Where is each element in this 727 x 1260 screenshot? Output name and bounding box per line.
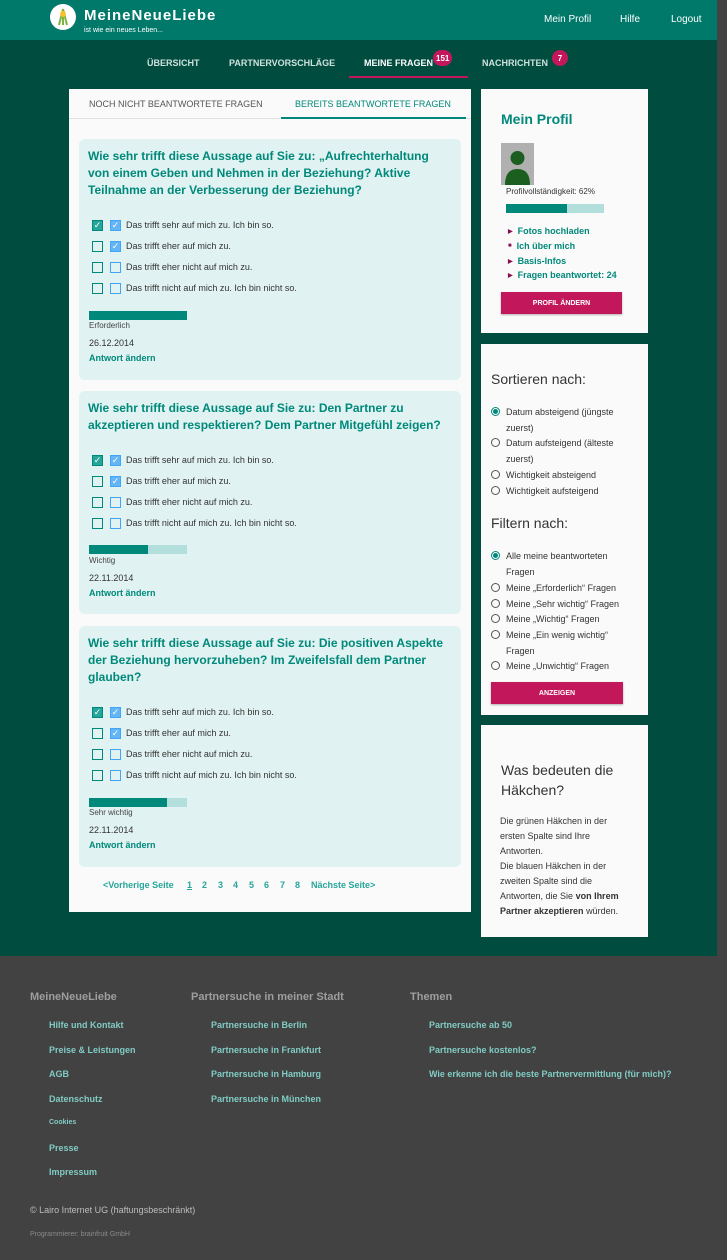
own-answer-checkbox[interactable] [92,770,103,781]
logo-icon[interactable] [50,4,76,30]
footer-link[interactable]: Hilfe und Kontakt [49,1020,124,1030]
pagination-page[interactable]: 5 [249,880,255,890]
footer-link[interactable]: Partnersuche in Berlin [211,1020,308,1030]
subtab-answered[interactable]: BEREITS BEANTWORTETE FRAGEN [295,99,451,109]
footer-link[interactable]: Partnersuche in Frankfurt [211,1045,322,1055]
radio-icon [491,583,500,592]
own-answer-checkbox[interactable]: ✓ [93,706,102,717]
change-answer-link[interactable]: Antwort ändern [89,588,156,598]
radio-selected-icon [491,407,500,416]
own-answer-checkbox[interactable] [92,728,103,739]
accepted-answer-checkbox[interactable] [110,518,121,529]
answer-text: Das trifft eher auf mich zu. [126,728,231,738]
own-answer-checkbox[interactable] [92,518,103,529]
answer-text: Das trifft nicht auf mich zu. Ich bin nicht so. [126,283,297,293]
help-paragraph-2: Die blauen Häkchen in der zweiten Spalte sind die Antworten, die Sie von Ihrem Partner akzeptieren würden. [500,861,619,916]
question-card [79,391,461,614]
question-title: Wie sehr trifft diese Aussage auf Sie zu: Den Partner zu akzeptieren und respektieren? Dem Partner Mitgefühl zeigen? [88,401,441,432]
answer-text: Das trifft sehr auf mich zu. Ich bin so. [126,220,274,230]
accepted-answer-checkbox[interactable]: ✓ [111,219,120,230]
filter-option[interactable]: Meine „Ein wenig wichtig“ Fragen [491,627,631,659]
answer-text: Das trifft nicht auf mich zu. Ich bin nicht so. [126,770,297,780]
answer-text: Das trifft nicht auf mich zu. Ich bin nicht so. [126,518,297,528]
answer-row [92,706,274,718]
footer-link[interactable]: AGB [49,1069,69,1079]
importance-bar [89,798,187,807]
answer-row [92,727,231,739]
own-answer-checkbox[interactable] [92,749,103,760]
help-paragraph-1: Die grünen Häkchen in der ersten Spalte sind Ihre Antworten. [500,816,608,856]
tab-overview[interactable]: ÜBERSICHT [147,58,200,68]
tab-messages[interactable]: NACHRICHTEN [482,58,548,68]
nav-help[interactable]: Hilfe [620,14,641,25]
nav-logout[interactable]: Logout [671,14,702,25]
footer-link[interactable]: Impressum [49,1167,98,1177]
brand-name[interactable]: MeineNeueLiebe [84,7,217,24]
answer-text: Das trifft sehr auf mich zu. Ich bin so. [126,455,274,465]
filter-option[interactable]: Alle meine beantworteten Fragen [491,548,631,580]
accepted-answer-checkbox[interactable]: ✓ [111,240,120,251]
answer-text: Das trifft sehr auf mich zu. Ich bin so. [126,707,274,717]
radio-icon [491,470,500,479]
tab-partner-suggestions[interactable]: PARTNERVORSCHLÄGE [229,58,336,68]
importance-label: Erforderlich [89,321,130,330]
sort-option[interactable]: Wichtigkeit absteigend [491,467,641,483]
pagination-page[interactable]: 1 [187,880,193,890]
questions-count-badge: 151 [433,50,452,66]
filter-option[interactable]: Meine „Unwichtig“ Fragen [491,658,641,674]
pagination-page[interactable]: 2 [202,880,208,890]
copyright: © Lairo Internet UG (haftungsbeschränkt) [30,1205,196,1215]
brand-tagline: ist wie ein neues Leben... [84,27,163,34]
tab-my-questions[interactable]: MEINE FRAGEN [364,58,434,68]
importance-fill [89,311,187,320]
importance-bar [89,311,187,320]
radio-icon [491,599,500,608]
profile-title: Mein Profil [501,111,573,127]
answer-row [92,219,274,231]
question-card [79,626,461,867]
filter-option[interactable]: Meine „Erforderlich“ Fragen [491,580,641,596]
radio-icon [491,438,500,447]
nav-my-profile[interactable]: Mein Profil [544,14,592,25]
pagination-page[interactable]: 8 [295,880,301,890]
filter-option[interactable]: Meine „Sehr wichtig“ Fragen [491,596,641,612]
answer-row [92,496,252,508]
answer-row [92,748,252,760]
answer-date: 22.11.2014 [89,825,134,835]
help-title: Was bedeuten die Häkchen? [501,762,614,798]
pagination-page[interactable]: 4 [233,880,239,890]
profile-link-answered[interactable]: ▶ Fragen beantwortet: 24 [508,270,617,280]
footer-link[interactable]: Cookies [49,1119,77,1126]
answer-date: 26.12.2014 [89,338,135,348]
accepted-answer-checkbox[interactable] [110,262,121,273]
radio-icon [491,661,500,670]
importance-label: Sehr wichtig [89,808,133,817]
answer-text: Das trifft eher nicht auf mich zu. [126,749,253,759]
pagination-prev[interactable]: <Vorherige Seite [103,880,174,890]
own-answer-checkbox[interactable] [92,262,103,273]
answer-text: Das trifft eher auf mich zu. [126,476,231,486]
pagination-page[interactable]: 6 [264,880,270,890]
answer-text: Das trifft eher nicht auf mich zu. [126,497,253,507]
own-answer-checkbox[interactable]: ✓ [93,219,102,230]
footer-col3-title: Themen [410,991,453,1003]
footer-link[interactable]: Partnersuche in München [211,1094,322,1104]
messages-count-badge: 7 [552,50,568,66]
answer-row [92,240,231,252]
profile-completeness-bar [506,204,604,213]
accepted-answer-checkbox[interactable]: ✓ [111,454,120,465]
own-answer-checkbox[interactable] [92,497,103,508]
profile-link-photos[interactable]: ▶ Fotos hochladen [508,226,590,236]
question-title: Wie sehr trifft diese Aussage auf Sie zu: „Aufrechterhaltung von einem Geben und Nehmen in der Beziehung? Aktive Teilnahme an der Verbesserung der Beziehung? [88,149,429,197]
footer-link[interactable]: Partnersuche kostenlos? [429,1045,537,1055]
arrow-right-icon: ▶ [508,272,513,279]
profile-completeness-label: Profilvollständigkeit: 62% [506,187,595,196]
sort-option[interactable]: Datum aufsteigend (älteste zuerst) [491,435,636,467]
question-card [79,139,461,380]
own-answer-checkbox[interactable]: ✓ [93,454,102,465]
accepted-answer-checkbox[interactable]: ✓ [111,727,120,738]
subtab-unanswered[interactable]: NOCH NICHT BEANTWORTETE FRAGEN [89,99,263,109]
importance-bar [89,545,187,554]
change-answer-link[interactable]: Antwort ändern [89,353,156,363]
help-text [500,814,630,919]
own-answer-checkbox[interactable] [92,283,103,294]
arrow-right-icon: ▶ [508,228,513,235]
profile-completeness-fill [506,204,567,213]
importance-label: Wichtig [89,556,116,565]
pagination-next[interactable]: Nächste Seite> [311,880,376,890]
pagination-page[interactable]: 3 [218,880,224,890]
footer-col1-title: MeineNeueLiebe [30,991,117,1003]
edit-profile-button[interactable]: PROFIL ÄNDERN [501,292,622,314]
radio-icon [491,630,500,639]
sort-option[interactable]: Datum absteigend (jüngste zuerst) [491,404,636,436]
answer-row [92,769,297,781]
footer-link[interactable]: Preise & Leistungen [49,1045,136,1055]
accepted-answer-checkbox[interactable]: ✓ [111,706,120,717]
profile-link-about[interactable]: ■ Ich über mich [508,241,576,251]
own-answer-checkbox[interactable] [92,241,103,252]
radio-icon [491,486,500,495]
answer-row [92,282,297,294]
accepted-answer-checkbox[interactable] [110,770,121,781]
answer-text: Das trifft eher nicht auf mich zu. [126,262,253,272]
sort-title: Sortieren nach: [491,371,586,387]
checkbox-checked-icon: ■ [508,243,512,249]
importance-fill [89,545,148,554]
question-title: Wie sehr trifft diese Aussage auf Sie zu: Die positiven Aspekte der Beziehung hervorzuheben? Im Zweifelsfall dem Partner glauben? [88,636,444,684]
filter-title: Filtern nach: [491,515,569,531]
filter-option[interactable]: Meine „Wichtig“ Fragen [491,611,641,627]
radio-selected-icon [491,551,500,560]
own-answer-checkbox[interactable] [92,476,103,487]
footer-link[interactable]: Partnersuche ab 50 [429,1020,513,1030]
answer-row [92,454,274,466]
importance-fill [89,798,167,807]
footer-link[interactable]: Partnersuche in Hamburg [211,1069,322,1079]
profile-link-basic-info[interactable]: ▶ Basis-Infos [508,256,567,266]
footer-link[interactable]: Wie erkenne ich die beste Partnervermittlung (für mich)? [429,1069,672,1079]
answer-row [92,517,297,529]
apply-filter-button[interactable]: ANZEIGEN [491,682,623,704]
avatar[interactable] [501,143,534,185]
pagination-page[interactable]: 7 [280,880,286,890]
arrow-right-icon: ▶ [508,258,513,265]
answer-row [92,261,252,273]
accepted-answer-checkbox[interactable] [110,283,121,294]
active-subtab-indicator [281,117,466,119]
accepted-answer-checkbox[interactable]: ✓ [111,475,120,486]
sort-option[interactable]: Wichtigkeit aufsteigend [491,483,641,499]
footer-link[interactable]: Presse [49,1143,79,1153]
answer-date: 22.11.2014 [89,573,134,583]
radio-icon [491,614,500,623]
footer-link[interactable]: Datenschutz [49,1094,103,1104]
change-answer-link[interactable]: Antwort ändern [89,840,156,850]
accepted-answer-checkbox[interactable] [110,749,121,760]
programmer-credit[interactable]: Programmierer: brainfruit GmbH [30,1231,130,1238]
active-tab-indicator [349,76,468,78]
answer-row [92,475,231,487]
footer-col2-title: Partnersuche in meiner Stadt [191,991,344,1003]
answer-text: Das trifft eher auf mich zu. [126,241,231,251]
accepted-answer-checkbox[interactable] [110,497,121,508]
user-icon [501,143,534,185]
